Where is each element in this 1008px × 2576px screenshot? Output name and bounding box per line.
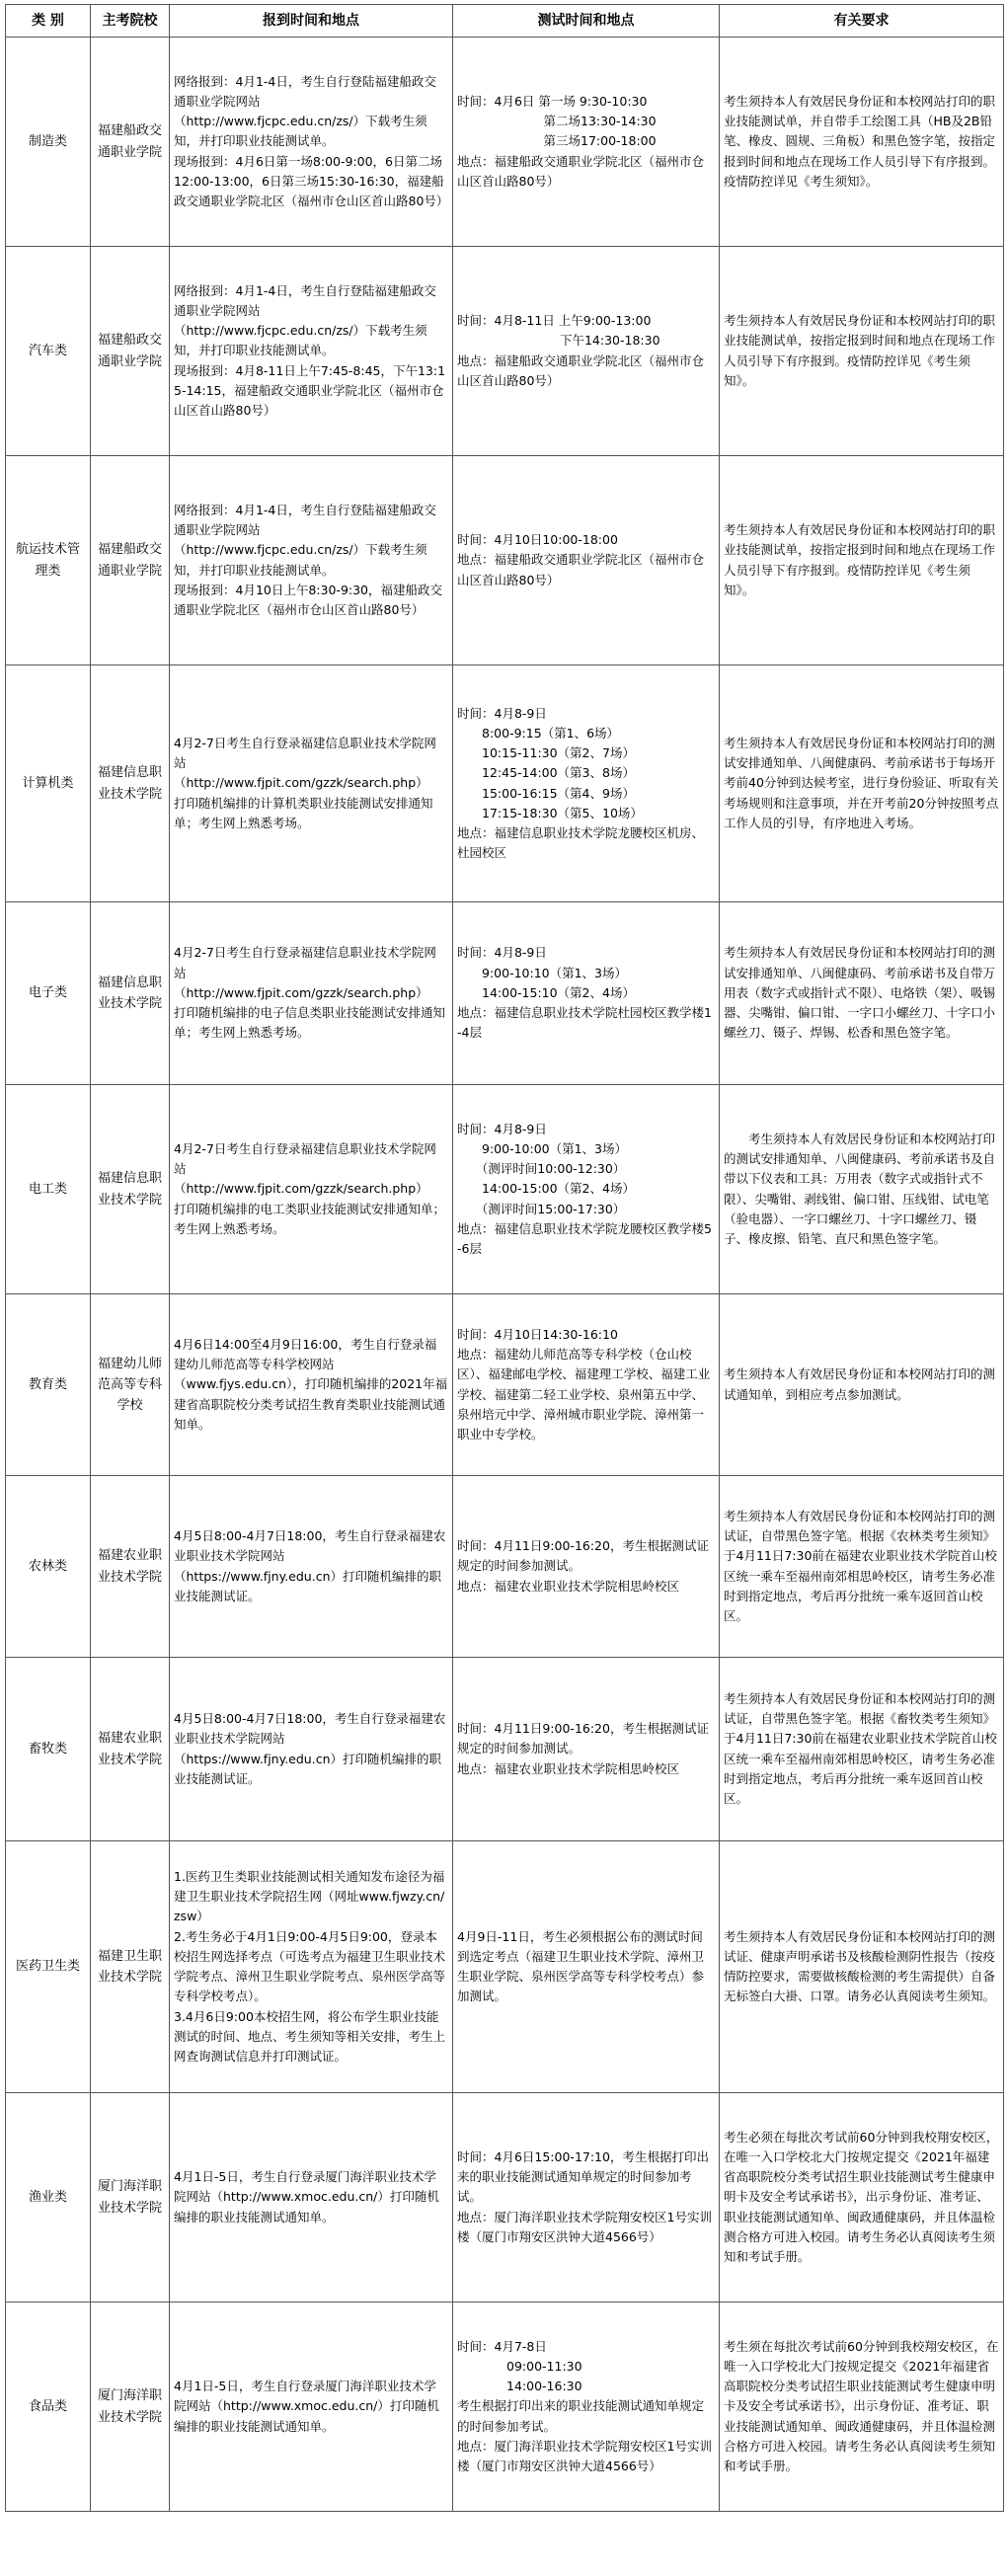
- table-row: [6, 665, 1004, 902]
- table-row: [6, 456, 1004, 665]
- registration-cell: 1.医药卫生类职业技能测试相关通知发布途径为福建卫生职业技术学院招生网（网址www.fjwzy.cn/zsw） 2.考生务必于4月1日9:00-4月5日9:00，登录本校招生网选择考点（可选考点为福建卫生职业技术学院考点、漳州卫生职业学院考点、泉州医学高等专科学校考点）。 3.4月6日9:00本校招生网，将公布学生职业技能测试的时间、地点、考生须知等相关安排，考生上网查询测试信息并打印测试证。: [170, 1841, 453, 2093]
- requirements-cell: 考生须持本人有效居民身份证和本校网站打印的职业技能测试单，并自带手工绘图工具（HB及2B铅笔、橡皮、圆规、三角板）和黑色签字笔，按指定报到时间和地点在现场工作人员引导下有序报到。疫情防控详见《考生须知》。: [720, 38, 1004, 247]
- test-cell: 时间：4月10日14:30-16:10 地点：福建幼儿师范高等专科学校（仓山校区）、福建邮电学校、福建理工学校、福建工业学校、福建第二轻工业学校、泉州第五中学、泉州培元中学、漳州城市职业学院、漳州第一职业中专学校。: [453, 1294, 720, 1476]
- school-cell: 福建农业职业技术学院: [91, 1476, 170, 1658]
- registration-cell: 4月2-7日考生自行登录福建信息职业技术学院网站 （http://www.fjpit.com/gzzk/search.php） 打印随机编排的电工类职业技能测试安排通知单；考生网上熟悉考场。: [170, 1085, 453, 1294]
- header-test: 测试时间和地点: [453, 5, 720, 38]
- school-cell: 福建信息职业技术学院: [91, 902, 170, 1085]
- registration-cell: 4月1日-5日，考生自行登录厦门海洋职业技术学院网站（http://www.xmoc.edu.cn/）打印随机编排的职业技能测试通知单。: [170, 2303, 453, 2512]
- test-cell: 时间：4月10日10:00-18:00 地点：福建船政交通职业学院北区（福州市仓山区首山路80号）: [453, 456, 720, 665]
- category-cell: 畜牧类: [6, 1658, 91, 1841]
- school-cell: 福建农业职业技术学院: [91, 1658, 170, 1841]
- requirements-cell: 考生须在每批次考试前60分钟到我校翔安校区，在唯一入口学校北大门按规定提交《2021年福建省高职院校分类考试招生职业技能测试考生健康申明卡及安全考试承诺书》，出示身份证、准考证、职业技能测试通知单、闽政通健康码，并且体温检测合格方可进入校园。请考生务必认真阅读考生须知和考试手册。: [720, 2303, 1004, 2512]
- test-cell: 时间：4月6日15:00-17:10，考生根据打印出来的职业技能测试通知单规定的时间参加考试。 地点：厦门海洋职业技术学院翔安校区1号实训楼（厦门市翔安区洪钟大道4566号）: [453, 2093, 720, 2303]
- header-category: 类 别: [6, 5, 91, 38]
- registration-cell: 网络报到：4月1-4日，考生自行登陆福建船政交通职业学院网站 （http://www.fjcpc.edu.cn/zs/）下载考生须知，并打印职业技能测试单。 现场报到：4月8-11日上午7:45-8:45，下午13:15-14:15，福建船政交通职业学院北区（福州市仓山区首山路80号）: [170, 247, 453, 456]
- category-cell: 制造类: [6, 38, 91, 247]
- requirements-cell: 考生须持本人有效居民身份证和本校网站打印的测试通知单，到相应考点参加测试。: [720, 1294, 1004, 1476]
- test-cell: 时间：4月8-11日 上午9:00-13:00 下午14:30-18:30 地点：福建船政交通职业学院北区（福州市仓山区首山路80号）: [453, 247, 720, 456]
- category-cell: 计算机类: [6, 665, 91, 902]
- school-cell: 厦门海洋职业技术学院: [91, 2093, 170, 2303]
- test-cell: 4月9日-11日，考生必须根据公布的测试时间到选定考点（福建卫生职业技术学院、漳州卫生职业学院、泉州医学高等专科学校考点）参加测试。: [453, 1841, 720, 2093]
- category-cell: 渔业类: [6, 2093, 91, 2303]
- requirements-cell: 考生须持本人有效居民身份证和本校网站打印的测试安排通知单、八闽健康码、考前承诺书及自带以下仪表和工具：万用表（数字式或指针式不限）、尖嘴钳、剥线钳、偏口钳、压线钳、试电笔（验电器）、一字口螺丝刀、十字口螺丝刀、镊子、橡皮擦、铅笔、直尺和黑色签字笔。: [720, 1085, 1004, 1294]
- requirements-cell: 考生须持本人有效居民身份证和本校网站打印的测试证，自带黑色签字笔。根据《农林类考生须知》于4月11日7:30前在福建农业职业技术学院首山校区统一乘车至福州南郊相思岭校区，请考生务必准时到指定地点，考后再分批统一乘车返回首山校区。: [720, 1476, 1004, 1658]
- test-cell: 时间：4月11日9:00-16:20，考生根据测试证规定的时间参加测试。 地点：福建农业职业技术学院相思岭校区: [453, 1476, 720, 1658]
- category-cell: 汽车类: [6, 247, 91, 456]
- requirements-cell: 考生须持本人有效居民身份证和本校网站打印的测试安排通知单、八闽健康码、考前承诺书于每场开考前40分钟到达候考室，进行身份验证、听取有关考场规则和注意事项，并在开考前20分钟按照考点工作人员的引导，有序地进入考场。: [720, 665, 1004, 902]
- category-cell: 电子类: [6, 902, 91, 1085]
- registration-cell: 4月2-7日考生自行登录福建信息职业技术学院网站 （http://www.fjpit.com/gzzk/search.php） 打印随机编排的电子信息类职业技能测试安排通知单；考生网上熟悉考场。: [170, 902, 453, 1085]
- requirements-cell: 考生须持本人有效居民身份证和本校网站打印的职业技能测试单，按指定报到时间和地点在现场工作人员引导下有序报到。疫情防控详见《考生须知》。: [720, 456, 1004, 665]
- school-cell: 福建幼儿师范高等专科学校: [91, 1294, 170, 1476]
- school-cell: 福建船政交通职业学院: [91, 456, 170, 665]
- category-cell: 医药卫生类: [6, 1841, 91, 2093]
- table-row: [6, 902, 1004, 1085]
- school-cell: 福建信息职业技术学院: [91, 1085, 170, 1294]
- requirements-cell: 考生须持本人有效居民身份证和本校网站打印的测试证、健康声明承诺书及核酸检测阴性报告（按疫情防控要求，需要做核酸检测的考生需提供）自备无标签白大褂、口罩。请务必认真阅读考生须知。: [720, 1841, 1004, 2093]
- exam-schedule-table: [5, 4, 1004, 2512]
- requirements-cell: 考生必须在每批次考试前60分钟到我校翔安校区，在唯一入口学校北大门按规定提交《2021年福建省高职院校分类考试招生职业技能测试考生健康申明卡及安全考试承诺书》，出示身份证、准考证、职业技能测试通知单、闽政通健康码，并且体温检测合格方可进入校园。请考生务必认真阅读考生须知和考试手册。: [720, 2093, 1004, 2303]
- test-cell: 时间：4月8-9日 9:00-10:10（第1、3场） 14:00-15:10（第2、4场） 地点：福建信息职业技术学院杜园校区教学楼1-4层: [453, 902, 720, 1085]
- registration-cell: 4月5日8:00-4月7日18:00，考生自行登录福建农业职业技术学院网站 （https://www.fjny.edu.cn）打印随机编排的职业技能测试证。: [170, 1476, 453, 1658]
- category-cell: 航运技术管理类: [6, 456, 91, 665]
- table-row: [6, 1476, 1004, 1658]
- category-cell: 教育类: [6, 1294, 91, 1476]
- table-row: [6, 1658, 1004, 1841]
- category-cell: 食品类: [6, 2303, 91, 2512]
- registration-cell: 4月1日-5日，考生自行登录厦门海洋职业技术学院网站（http://www.xmoc.edu.cn/）打印随机编排的职业技能测试通知单。: [170, 2093, 453, 2303]
- table-row: [6, 1841, 1004, 2093]
- test-cell: 时间：4月8-9日 8:00-9:15（第1、6场） 10:15-11:30（第2、7场） 12:45-14:00（第3、8场） 15:00-16:15（第4、9场） 17:15-18:30（第5、10场） 地点：福建信息职业技术学院龙腰校区机房、杜园校区: [453, 665, 720, 902]
- test-cell: 时间：4月8-9日 9:00-10:00（第1、3场） （测评时间10:00-12:30） 14:00-15:00（第2、4场） （测评时间15:00-17:30） 地点：福建信息职业技术学院龙腰校区教学楼5-6层: [453, 1085, 720, 1294]
- table-row: [6, 247, 1004, 456]
- table-row: [6, 2303, 1004, 2512]
- header-requirements: 有关要求: [720, 5, 1004, 38]
- header-school: 主考院校: [91, 5, 170, 38]
- test-cell: 时间：4月11日9:00-16:20，考生根据测试证规定的时间参加测试。 地点：福建农业职业技术学院相思岭校区: [453, 1658, 720, 1841]
- category-cell: 农林类: [6, 1476, 91, 1658]
- test-cell: 时间：4月6日 第一场 9:30-10:30 第二场13:30-14:30 第三场17:00-18:00 地点：福建船政交通职业学院北区（福州市仓山区首山路80号）: [453, 38, 720, 247]
- header-registration: 报到时间和地点: [170, 5, 453, 38]
- school-cell: 福建卫生职业技术学院: [91, 1841, 170, 2093]
- table-row: [6, 1085, 1004, 1294]
- requirements-cell: 考生须持本人有效居民身份证和本校网站打印的测试安排通知单、八闽健康码、考前承诺书及自带万用表（数字式或指针式不限）、电烙铁（架）、吸锡器、尖嘴钳、偏口钳、一字口小螺丝刀、十字口小螺丝刀、镊子、焊锡、松香和黑色签字笔。: [720, 902, 1004, 1085]
- school-cell: 福建船政交通职业学院: [91, 247, 170, 456]
- table-row: [6, 2093, 1004, 2303]
- table-row: [6, 1294, 1004, 1476]
- requirements-cell: 考生须持本人有效居民身份证和本校网站打印的测试证，自带黑色签字笔。根据《畜牧类考生须知》于4月11日7:30前在福建农业职业技术学院首山校区统一乘车至福州南郊相思岭校区，请考生务必准时到指定地点，考后再分批统一乘车返回首山校区。: [720, 1658, 1004, 1841]
- school-cell: 福建船政交通职业学院: [91, 38, 170, 247]
- table-row: [6, 38, 1004, 247]
- registration-cell: 网络报到：4月1-4日，考生自行登陆福建船政交通职业学院网站 （http://www.fjcpc.edu.cn/zs/）下载考生须知，并打印职业技能测试单。 现场报到：4月10日上午8:30-9:30，福建船政交通职业学院北区（福州市仓山区首山路80号）: [170, 456, 453, 665]
- registration-cell: 4月6日14:00至4月9日16:00，考生自行登录福建幼儿师范高等专科学校网站 （www.fjys.edu.cn），打印随机编排的2021年福建省高职院校分类考试招生教育类职业技能测试通知单。: [170, 1294, 453, 1476]
- school-cell: 厦门海洋职业技术学院: [91, 2303, 170, 2512]
- school-cell: 福建信息职业技术学院: [91, 665, 170, 902]
- header-row: [6, 5, 1004, 38]
- registration-cell: 网络报到：4月1-4日，考生自行登陆福建船政交通职业学院网站 （http://www.fjcpc.edu.cn/zs/）下载考生须知，并打印职业技能测试单。 现场报到：4月6日第一场8:00-9:00，6日第二场12:00-13:00，6日第三场15:30-16:30，福建船政交通职业学院北区（福州市仓山区首山路80号）: [170, 38, 453, 247]
- requirements-cell: 考生须持本人有效居民身份证和本校网站打印的职业技能测试单，按指定报到时间和地点在现场工作人员引导下有序报到。疫情防控详见《考生须知》。: [720, 247, 1004, 456]
- registration-cell: 4月5日8:00-4月7日18:00，考生自行登录福建农业职业技术学院网站 （https://www.fjny.edu.cn）打印随机编排的职业技能测试证。: [170, 1658, 453, 1841]
- test-cell: 时间：4月7-8日 09:00-11:30 14:00-16:30 考生根据打印出来的职业技能测试通知单规定的时间参加考试。 地点：厦门海洋职业技术学院翔安校区1号实训楼（厦门市翔安区洪钟大道4566号）: [453, 2303, 720, 2512]
- registration-cell: 4月2-7日考生自行登录福建信息职业技术学院网站 （http://www.fjpit.com/gzzk/search.php） 打印随机编排的计算机类职业技能测试安排通知单；考生网上熟悉考场。: [170, 665, 453, 902]
- category-cell: 电工类: [6, 1085, 91, 1294]
